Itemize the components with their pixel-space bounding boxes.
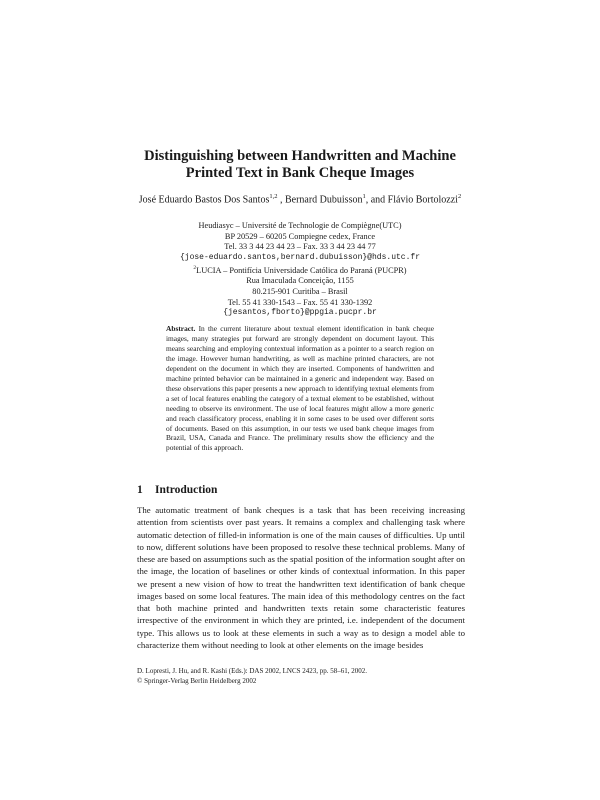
- section-body: The automatic treatment of bank cheques is a task that has been receiving increasing attention from scientists over past years. It remains a complex and challenging task where automatic detection of filled-in information is one of the main causes of difficulties. Up until to now, different solutions have been proposed to resolve these technical problems. Many of these are based on assumptions such as the spatial position of the information sought after on the image, the location of baselines or other kinds of contextual information. In this paper we present a new vision of how to treat the handwritten text identification of bank cheque images based on some local features. The main idea of this methodology centres on the fact that both machine printed and handwritten texts retain some characteristic features irrespective of the environment in which they are printed, i.e. independent of the document type. This allows us to look at these elements in such a way as to design a model able to characterize them without needing to look at other elements on the image besides: [137, 505, 465, 650]
- author-name: Bernard Dubuisson: [284, 194, 363, 206]
- abstract-label: Abstract.: [166, 324, 196, 333]
- paper-title: [130, 148, 470, 182]
- affiliation-line: 80.215-901 Curitiba – Brasil: [252, 286, 348, 296]
- title-line: Printed Text in Bank Cheque Images: [185, 165, 415, 181]
- affiliation-line: BP 20529 – 60205 Compiegne cedex, France: [224, 231, 376, 241]
- author-affiliation-mark: 2: [457, 193, 462, 200]
- affiliation-line: Tel. 33 3 44 23 44 23 – Fax. 33 3 44 23 44 77: [224, 242, 376, 252]
- section-heading: [137, 484, 217, 496]
- author-separator: ,: [277, 194, 285, 206]
- author-affiliation-mark: 1: [362, 193, 366, 200]
- author-separator: , and: [365, 194, 388, 206]
- affiliation-mark: 2: [193, 265, 197, 271]
- citation-line: D. Lopresti, J. Hu, and R. Kashi (Eds.): DAS 2002, LNCS 2423, pp. 58–61, 2002.: [137, 667, 368, 675]
- abstract: [166, 324, 434, 453]
- section-number: 1: [137, 484, 143, 496]
- affiliation-2: [150, 263, 450, 319]
- affiliation-line: Heudiasyc – Université de Technologie de Compiègne(UTC): [198, 221, 402, 230]
- affiliation-1: [150, 221, 450, 263]
- affiliation-email: {jesantos,fborto}@ppgia.pucpr.br: [223, 308, 377, 318]
- author-name: Flávio Bortolozzi: [387, 194, 458, 206]
- author-name: José Eduardo Bastos Dos Santos: [138, 194, 270, 206]
- affiliation-line: Tel. 55 41 330-1543 – Fax. 55 41 330-1392: [227, 297, 373, 307]
- affiliation-email: {jose-eduardo.santos,bernard.dubuisson}@hds.utc.fr: [179, 252, 421, 262]
- author-list: [100, 193, 500, 205]
- title-line: Distinguishing between Handwritten and Machine: [144, 148, 456, 164]
- affiliation-line: $^2$LUCIA – Pontifícia Universidade Católica do Paraná (PUCPR): [193, 265, 407, 275]
- abstract-text: In the current literature about textual element identification in bank cheque images, many strategies put forward are strongly dependent on document layout. This means searching and employing contextual information as a pointer to a search region on the image. However human handwriting, as well as machine printed characters, are not dependent on the document in which they are inserted. Components of handwritten and machine printed behavior can be maintained in a generic and independent way. Based on these observations this paper presents a new approach to identifying textual elements from a set of local features enabling the category of a textual element to be established, without needing to observe its environment. The use of local features might allow a more generic and reach classificatory process, enabling it in some cases to be used over different sorts of documents. Based on this assumption, in our tests we used bank cheque images from Brazil, USA, Canada and France. The preliminary results show the efficiency and the potential of this approach.: [166, 324, 434, 453]
- section-title: Introduction: [155, 484, 218, 496]
- page-footer: [137, 667, 477, 687]
- affiliation-line: Rua Imaculada Conceição, 1155: [246, 276, 354, 286]
- author-affiliation-mark: 1,2: [269, 193, 278, 200]
- copyright-line: © Springer-Verlag Berlin Heidelberg 2002: [137, 676, 257, 685]
